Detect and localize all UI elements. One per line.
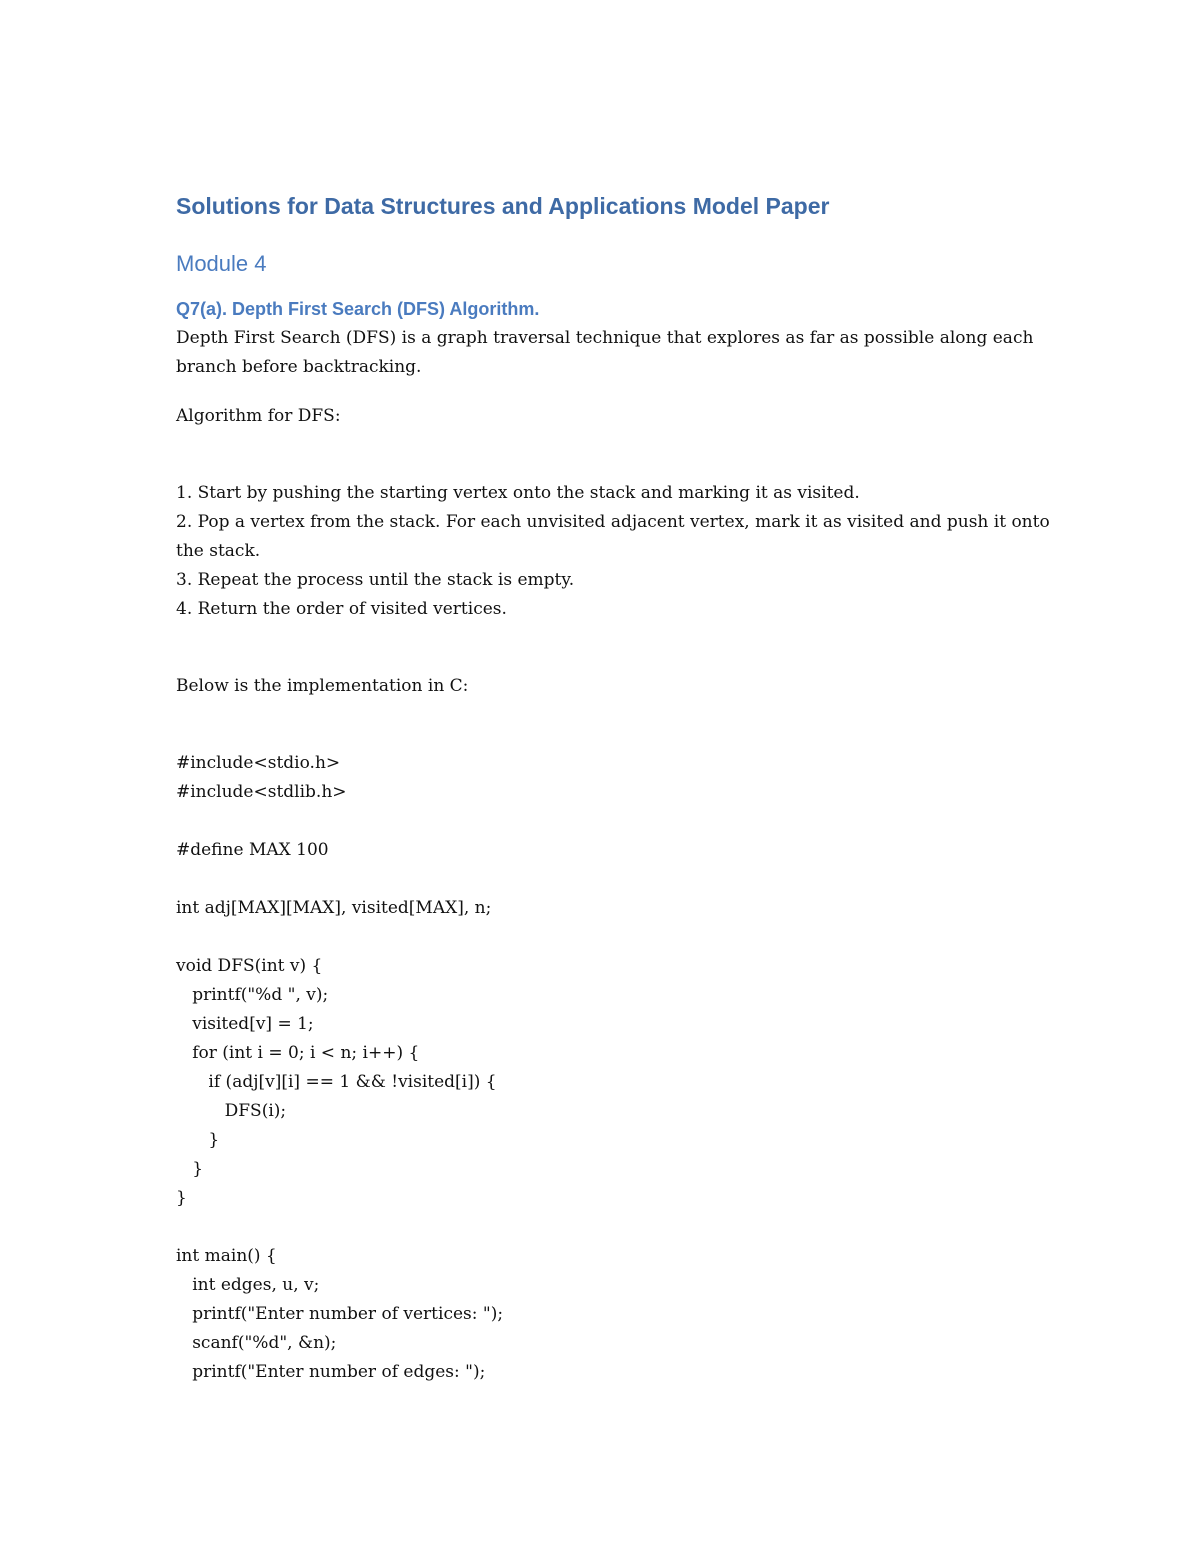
code-line: for (int i = 0; i < n; i++) { bbox=[176, 1043, 420, 1063]
code-block bbox=[176, 749, 1056, 1387]
code-line: } bbox=[176, 1159, 204, 1179]
question-heading: Q7(a). Depth First Search (DFS) Algorithm. bbox=[176, 299, 540, 319]
code-line bbox=[176, 1213, 1056, 1242]
code-line: void DFS(int v) { bbox=[176, 956, 323, 976]
algorithm-step: 4. Return the order of visited vertices. bbox=[176, 599, 507, 619]
code-line: if (adj[v][i] == 1 && !visited[i]) { bbox=[176, 1072, 497, 1092]
code-line: printf("%d ", v); bbox=[176, 985, 329, 1005]
code-line: #include<stdio.h> bbox=[176, 753, 341, 773]
document-title: Solutions for Data Structures and Applications Model Paper bbox=[176, 193, 830, 219]
code-line: printf("Enter number of vertices: "); bbox=[176, 1304, 504, 1324]
code-line: scanf("%d", &n); bbox=[176, 1333, 337, 1353]
code-line: int edges, u, v; bbox=[176, 1275, 320, 1295]
code-line: } bbox=[176, 1188, 187, 1208]
code-line bbox=[176, 865, 1056, 894]
code-line: int main() { bbox=[176, 1246, 277, 1266]
code-line: } bbox=[176, 1130, 220, 1150]
code-line: #define MAX 100 bbox=[176, 840, 329, 860]
algorithm-steps bbox=[176, 479, 1056, 624]
algorithm-step: 2. Pop a vertex from the stack. For each unvisited adjacent vertex, mark it as visited and push it onto the stack. bbox=[176, 512, 1056, 561]
algorithm-label: Algorithm for DFS: bbox=[176, 406, 341, 426]
algorithm-step: 3. Repeat the process until the stack is empty. bbox=[176, 570, 575, 590]
code-line: #include<stdlib.h> bbox=[176, 782, 347, 802]
module-heading: Module 4 bbox=[176, 251, 267, 276]
code-line: DFS(i); bbox=[176, 1101, 287, 1121]
code-line: printf("Enter number of edges: "); bbox=[176, 1362, 486, 1382]
code-line bbox=[176, 923, 1056, 952]
code-line: visited[v] = 1; bbox=[176, 1014, 314, 1034]
document-page bbox=[176, 186, 1056, 1387]
code-line: int adj[MAX][MAX], visited[MAX], n; bbox=[176, 898, 492, 918]
code-line bbox=[176, 807, 1056, 836]
intro-paragraph: Depth First Search (DFS) is a graph traversal technique that explores as far as possible along each branch before backtracking. bbox=[176, 328, 1039, 377]
implementation-label: Below is the implementation in C: bbox=[176, 676, 469, 696]
algorithm-step: 1. Start by pushing the starting vertex onto the stack and marking it as visited. bbox=[176, 483, 860, 503]
